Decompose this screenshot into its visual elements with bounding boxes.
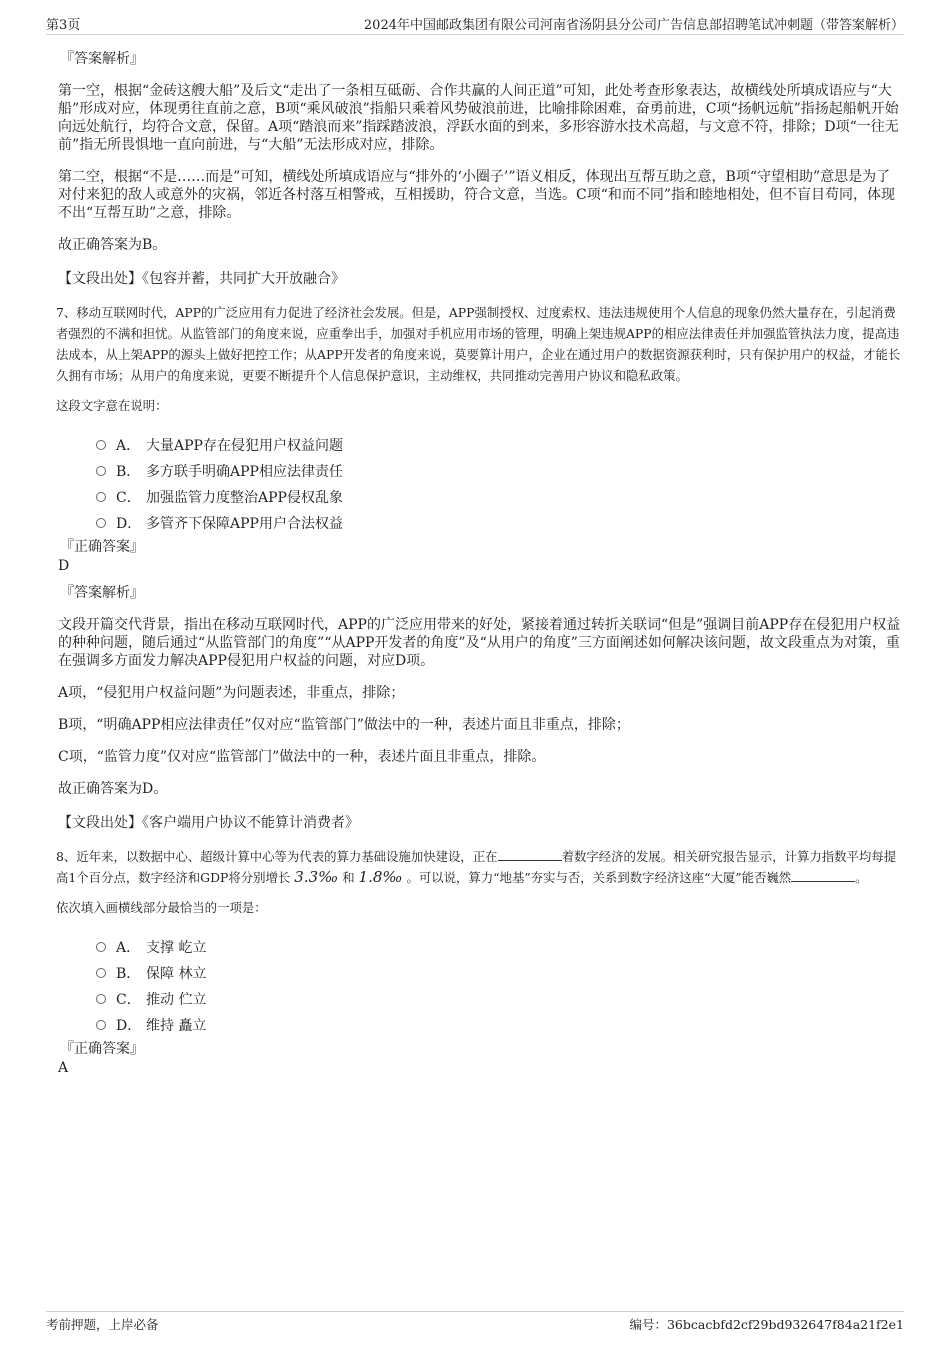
q6-analysis-p2: 第二空，根据“不是……而是”可知，横线处所填成语应与“排外的‘小圈子’”语义相反，体现出互帮互助之意，B项“守望相助”意思是为了对付来犯的敌人或意外的灾祸，邻近各村落互相警戒，互相援助，符合文意，当选。C项“和而不同”指和睦地相处，但不盲目苟同，体现不出“互帮互助”之意，排除。 [58, 169, 896, 221]
q7-answer: D [58, 558, 70, 574]
page-number: 第3页 [46, 18, 81, 33]
page-footer [46, 1311, 904, 1335]
answer-blank [498, 848, 562, 861]
q8-answer: A [58, 1060, 69, 1076]
radio-icon[interactable] [96, 942, 106, 952]
radio-icon[interactable] [96, 968, 106, 978]
document-id: 编号：36bcacbfd2cf29bd932647f84a21f2e1 [629, 1317, 904, 1332]
main-content [56, 48, 902, 1084]
page-header [46, 14, 904, 35]
radio-icon[interactable] [96, 1020, 106, 1030]
q7-analysis-p1: 文段开篇交代背景，指出在移动互联网时代，APP的广泛应用带来的好处，紧接着通过转折关联词“但是”强调目前APP存在侵犯用户权益的种种问题，随后通过“从监管部门的角度”“从APP开发者的角度”及“从用户的角度”三方面阐述如何解决该问题，故文段重点为对策，重在强调多方面发力解决APP侵犯用户权益的问题，对应D项。 [58, 617, 901, 669]
q6-conclusion: 故正确答案为B。 [58, 237, 167, 253]
q7-answer-label: 『正确答案』 [60, 539, 144, 555]
q8-prompt: 依次填入画横线部分最恰当的一项是： [56, 900, 267, 915]
q7-analysis-c: C项，“监管力度”仅对应“监管部门”做法中的一种，表述片面且非重点，排除。 [58, 749, 546, 765]
q7-question: 7、移动互联网时代，APP的广泛应用有力促进了经济社会发展。但是，APP强制授权、过度索权、违法违规使用个人信息的现象仍然大量存在，引起消费者强烈的不满和担忧。从监管部门的角度来说，应重拳出手，加强对手机应用市场的管理，明确上架违规APP的相应法律责任并加强监管执法力度，提高违法成本，从上架APP的源头上做好把控工作；从APP开发者的角度来说，莫要算计用户，企业在通过用户的数据资源获利时，只有保护用户的权益，才能长久拥有市场；从用户的角度来说，更要不断提升个人信息保护意识，主动维权，共同推动完善用户协议和隐私政策。 [56, 305, 901, 383]
q7-source: 【文段出处】《客户端用户协议不能算计消费者》 [58, 815, 359, 831]
radio-icon[interactable] [96, 466, 106, 476]
answer-blank [791, 869, 855, 882]
q7-conclusion: 故正确答案为D。 [58, 781, 168, 797]
q6-analysis-p1: 第一空，根据“金砖这艘大船”及后文“走出了一条相互砥砺、合作共赢的人间正道”可知，此处考查形象表达，故横线处所填成语应与“大船”形成对应，体现勇往直前之意，B项“乘风破浪”指船只乘着风势破浪前进，比喻排除困难，奋勇前进，C项“扬帆远航”指扬起船帆开始向远处航行，均符合文意，保留。A项“踏浪而来”指踩踏波浪，浮跃水面的到来，多形容游水技术高超，与文意不符，排除；D项“一往无前”指无所畏惧地一直向前进，与“大船”无法形成对应，排除。 [58, 83, 899, 153]
footer-slogan: 考前押题，上岸必备 [46, 1317, 159, 1332]
q7-analysis-label: 『答案解析』 [60, 585, 144, 601]
q8-question: 8、近年来，以数据中心、超级计算中心等为代表的算力基础设施加快建设，正在 着数字经济的发展。相关研究报告显示，计算力指数平均每提高1个百分点，数字经济和GDP将分别增长 3.3‰ 和 1.8‰ 。可以说，算力“地基”夯实与否，关系到数字经济这座“大厦”能否巍然 。 [56, 849, 897, 886]
q7-option-b[interactable]: B． 多方联手明确APP相应法律责任 [96, 458, 902, 484]
document-title: 2024年中国邮政集团有限公司河南省汤阴县分公司广告信息部招聘笔试冲刺题（带答案解析） [363, 18, 904, 33]
q8-value-2: 1.8‰ [358, 868, 403, 886]
q8-option-c[interactable]: C． 推动 伫立 [96, 986, 902, 1012]
q8-option-b[interactable]: B． 保障 林立 [96, 960, 902, 986]
q6-source: 【文段出处】《包容并蓄，共同扩大开放融合》 [58, 271, 345, 287]
radio-icon[interactable] [96, 492, 106, 502]
q7-option-d[interactable]: D． 多管齐下保障APP用户合法权益 [96, 510, 902, 536]
q6-analysis-label: 『答案解析』 [60, 51, 144, 67]
radio-icon[interactable] [96, 518, 106, 528]
q7-option-c[interactable]: C． 加强监管力度整治APP侵权乱象 [96, 484, 902, 510]
q8-option-a[interactable]: A． 支撑 屹立 [96, 934, 902, 960]
radio-icon[interactable] [96, 994, 106, 1004]
radio-icon[interactable] [96, 440, 106, 450]
q7-option-a[interactable]: A． 大量APP存在侵犯用户权益问题 [96, 432, 902, 458]
q8-value-1: 3.3‰ [294, 868, 339, 886]
q7-analysis-b: B项，“明确APP相应法律责任”仅对应“监管部门”做法中的一种，表述片面且非重点，排除； [58, 717, 630, 733]
q7-prompt: 这段文字意在说明： [56, 398, 168, 413]
q8-answer-label: 『正确答案』 [60, 1041, 144, 1057]
q7-analysis-a: A项，“侵犯用户权益问题”为问题表述，非重点，排除； [58, 685, 405, 701]
q8-option-d[interactable]: D． 维持 矗立 [96, 1012, 902, 1038]
